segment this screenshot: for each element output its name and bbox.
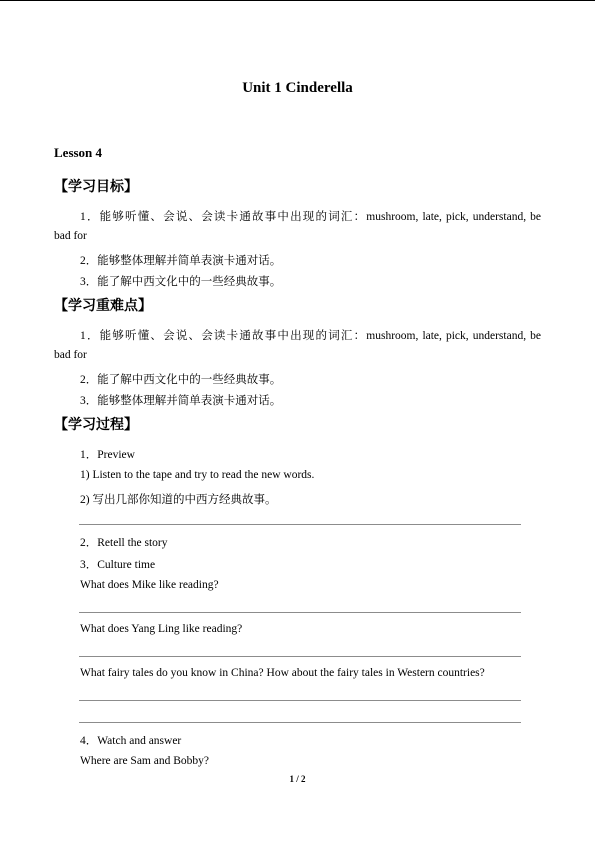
section-heading-key-points: 【学习重难点】 [54, 299, 152, 314]
page-number: 1 / 2 [289, 774, 306, 784]
goals-item-2: 2．能够整体理解并简单表演卡通对话。 [80, 255, 282, 267]
question-sam-bobby: Where are Sam and Bobby? [80, 755, 210, 767]
goals-item-1-continued: bad for [54, 230, 87, 242]
preview-question-1: 1) Listen to the tape and try to read the new words. [80, 469, 315, 481]
section-heading-goals: 【学习目标】 [54, 180, 138, 195]
answer-line-fairy-tales-2[interactable] [79, 722, 521, 723]
key-points-item-1: 1．能够听懂、会说、会读卡通故事中出现的词汇：mushroom, late, pick, understand, be [80, 330, 541, 342]
answer-line-fairy-tales-1[interactable] [79, 700, 521, 701]
answer-line-mike[interactable] [79, 612, 521, 613]
question-yang-ling: What does Yang Ling like reading? [80, 623, 243, 635]
key-points-item-3: 3．能够整体理解并简单表演卡通对话。 [80, 395, 282, 407]
section-heading-process: 【学习过程】 [54, 418, 138, 433]
page-top-border [0, 0, 595, 1]
preview-question-2: 2) 写出几部你知道的中西方经典故事。 [80, 494, 277, 506]
key-points-item-1-continued: bad for [54, 349, 87, 361]
key-points-item-2: 2．能了解中西文化中的一些经典故事。 [80, 374, 282, 386]
goals-item-3: 3．能了解中西文化中的一些经典故事。 [80, 276, 282, 288]
step-3-culture: 3．Culture time [80, 559, 156, 571]
goals-item-1: 1．能够听懂、会说、会读卡通故事中出现的词汇：mushroom, late, pick, understand, be [80, 211, 541, 223]
step-4-watch: 4．Watch and answer [80, 735, 182, 747]
lesson-heading: Lesson 4 [54, 145, 103, 160]
question-mike: What does Mike like reading? [80, 579, 219, 591]
page-title: Unit 1 Cinderella [242, 80, 353, 96]
answer-line-preview[interactable] [79, 524, 521, 525]
step-2-retell: 2．Retell the story [80, 537, 168, 549]
question-fairy-tales: What fairy tales do you know in China? How about the fairy tales in Western countries? [80, 667, 485, 679]
answer-line-yang-ling[interactable] [79, 656, 521, 657]
step-1-preview: 1．Preview [80, 449, 135, 461]
